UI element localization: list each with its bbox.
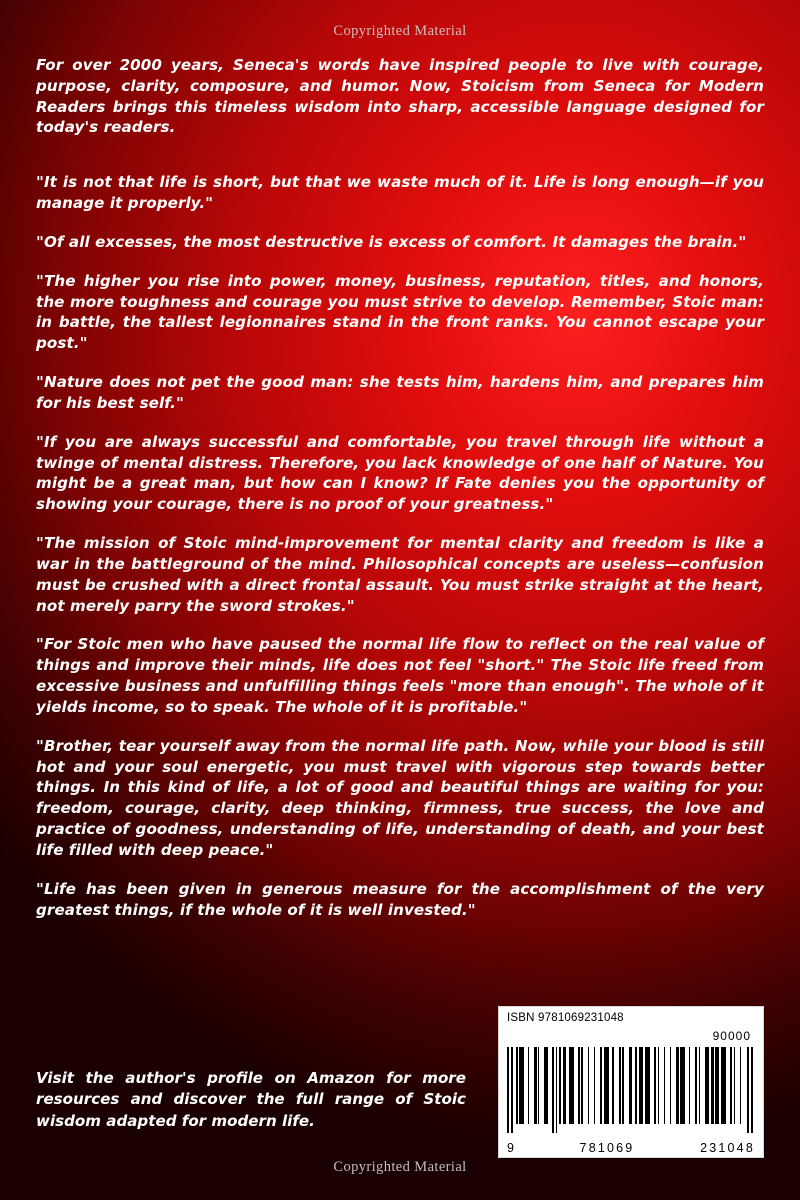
copyright-watermark-bottom: Copyrighted Material: [333, 1159, 467, 1175]
quote-1: "It is not that life is short, but that we waste much of it. Life is long enough—if you manage it properly.": [36, 173, 764, 213]
barcode-digits-right: 231048: [700, 1141, 755, 1155]
barcode-digits-left: 781069: [579, 1141, 635, 1155]
author-profile-note: Visit the author's profile on Amazon for more resources and discover the full range of Stoic wisdom adapted for modern life.: [36, 1068, 466, 1130]
barcode-bars: [507, 1047, 755, 1133]
quote-8: "Brother, tear yourself away from the normal life path. Now, while your blood is still hot and your soul energetic, you must travel with vigorous step towards better things. In this kind of life, a lot of good and beautiful things are waiting for you: freedom, courage, clarity, deep thinking, firmness, true success, the love and practice of goodness, understanding of life, understanding of death, and your best life filled with deep peace.": [36, 736, 764, 859]
quote-4: "Nature does not pet the good man: she tests him, hardens him, and prepares him for his best self.": [36, 373, 764, 412]
quote-3: "The higher you rise into power, money, business, reputation, titles, and honors, the more toughness and courage you must strive to develop. Remember, Stoic man: in battle, the tallest legionnaires stand in the front ranks. You cannot escape your post.": [36, 271, 764, 353]
barcode-digits: [507, 1141, 755, 1155]
quote-7: "For Stoic men who have paused the normal life flow to reflect on the real value of things and improve their minds, life does not feel "short." The Stoic life freed from excessive business and unfulfilling things feels "more than enough". The whole of it yields income, so to speak. The whole of it is profitable.": [36, 635, 764, 716]
isbn-label: ISBN 9781069231048: [507, 1012, 624, 1024]
quote-5: "If you are always successful and comfortable, you travel through life without a twinge of mental distress. Therefore, you lack knowledge of one half of Nature. You might be a great man, but how can I know? If Fate denies you the opportunity of showing your courage, there is no proof of your greatness.": [36, 432, 764, 514]
barcode-digit-lead: 9: [507, 1141, 514, 1155]
quote-6: "The mission of Stoic mind-improvement for mental clarity and freedom is like a war in the battleground of the mind. Philosophical concepts are useless—confusion must be crushed with a direct frontal assault. You must strike straight at the heart, not merely parry the sword strokes.": [36, 534, 764, 615]
back-cover-content: [36, 55, 764, 1152]
intro-paragraph: For over 2000 years, Seneca's words have inspired people to live with courage, purpose, clarity, composure, and humor. Now, Stoicism from Seneca for Modern Readers brings this timeless wisdom into sharp, accessible language designed for today's readers.: [36, 56, 764, 137]
copyright-watermark-top: Copyrighted Material: [333, 23, 467, 39]
quote-9: "Life has been given in generous measure for the accomplishment of the very greatest things, if the whole of it is well invested.": [36, 879, 764, 919]
quote-2: "Of all excesses, the most destructive is excess of comfort. It damages the brain.": [36, 232, 747, 251]
barcode-block: [498, 1006, 764, 1158]
price-code: 90000: [712, 1029, 751, 1043]
